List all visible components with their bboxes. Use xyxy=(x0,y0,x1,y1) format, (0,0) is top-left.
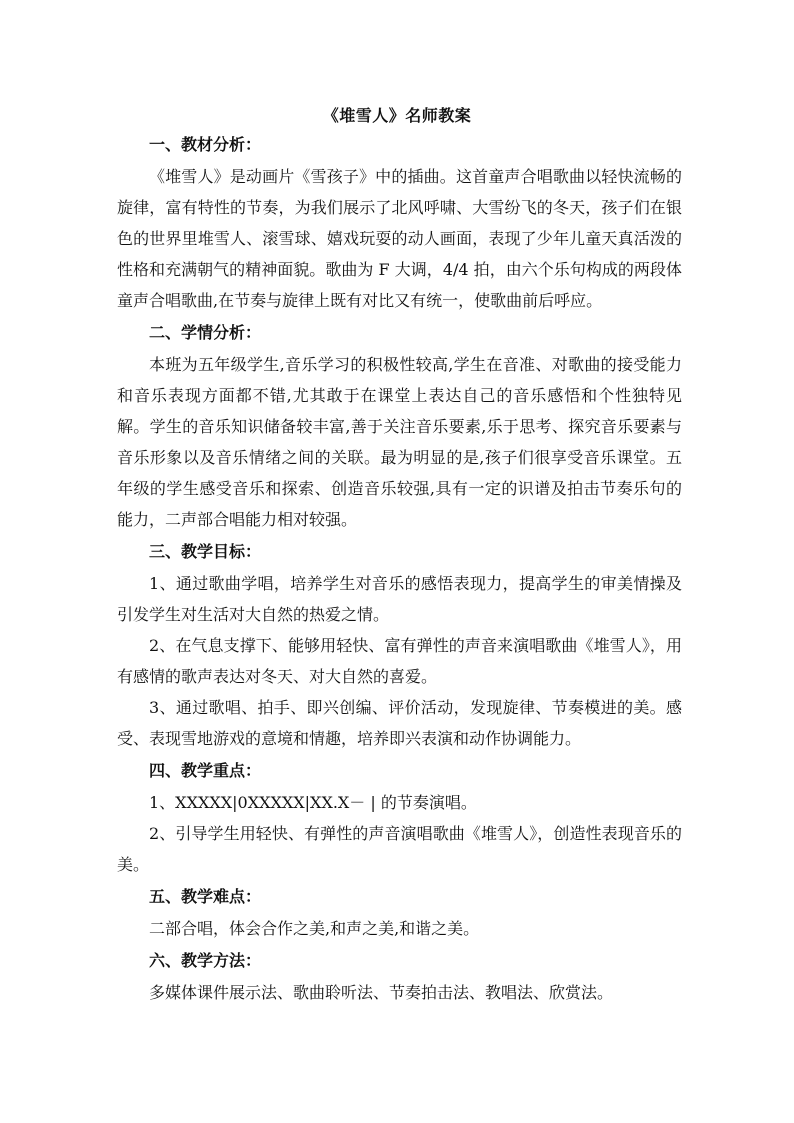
section-heading: 二、学情分析： xyxy=(149,323,262,342)
document-body xyxy=(117,128,682,1008)
paragraph: 1、XXXXX|0XXXXX|XX.X－ | 的节奏演唱。 xyxy=(149,793,477,812)
paragraph: 2、在气息支撑下、能够用轻快、富有弹性的声音来演唱歌曲《堆雪人》，用有感情的歌声表达对冬天、对大自然的喜爱。 xyxy=(117,636,682,686)
paragraph: 本班为五年级学生,音乐学习的积极性较高,学生在音准、对歌曲的接受能力和音乐表现方面都不错,尤其敢于在课堂上表达自己的音乐感悟和个性独特见解。学生的音乐知识储备较丰富,善于关注音乐要素,乐于思考、探究音乐要素与音乐形象以及音乐情绪之间的关联。最为明显的是,孩子们很享受音乐课堂。五年级的学生感受音乐和探索、创造音乐较强,具有一定的识谱及拍击节奏乐句的能力，二声部合唱能力相对较强。 xyxy=(117,355,682,529)
section-heading: 三、教学目标： xyxy=(149,542,262,561)
paragraph: 《堆雪人》是动画片《雪孩子》中的插曲。这首童声合唱歌曲以轻快流畅的旋律，富有特性的节奏，为我们展示了北风呼啸、大雪纷飞的冬天，孩子们在银色的世界里堆雪人、滚雪球、嬉戏玩耍的动人画面，表现了少年儿童天真活泼的性格和充满朝气的精神面貌。歌曲为 F 大调，4/4 拍，由六个乐句构成的两段体童声合唱歌曲,在节奏与旋律上既有对比又有统一，使歌曲前后呼应。 xyxy=(117,167,682,310)
paragraph: 3、通过歌唱、拍手、即兴创编、评价活动，发现旋律、节奏模进的美。感受、表现雪地游戏的意境和情趣，培养即兴表演和动作协调能力。 xyxy=(117,698,682,748)
section-key-points xyxy=(117,754,682,880)
paragraph: 二部合唱，体会合作之美,和声之美,和谐之美。 xyxy=(149,919,480,938)
section-heading: 六、教学方法： xyxy=(149,951,262,970)
section-heading: 四、教学重点： xyxy=(149,761,262,780)
section-difficulties xyxy=(117,880,682,944)
section-teaching-goals xyxy=(117,535,682,754)
section-textbook-analysis xyxy=(117,128,682,316)
section-teaching-methods xyxy=(117,944,682,1008)
section-heading: 一、教材分析： xyxy=(149,135,262,154)
document-title: 《堆雪人》名师教案 xyxy=(322,106,472,125)
section-heading: 五、教学难点： xyxy=(149,887,262,906)
paragraph: 2、引导学生用轻快、有弹性的声音演唱歌曲《堆雪人》，创造性表现音乐的美。 xyxy=(117,824,682,874)
paragraph: 多媒体课件展示法、歌曲聆听法、节奏拍击法、教唱法、欣赏法。 xyxy=(149,983,614,1002)
section-learner-analysis xyxy=(117,316,682,535)
paragraph: 1、通过歌曲学唱，培养学生对音乐的感悟表现力，提高学生的审美情操及引发学生对生活对大自然的热爱之情。 xyxy=(117,574,682,624)
